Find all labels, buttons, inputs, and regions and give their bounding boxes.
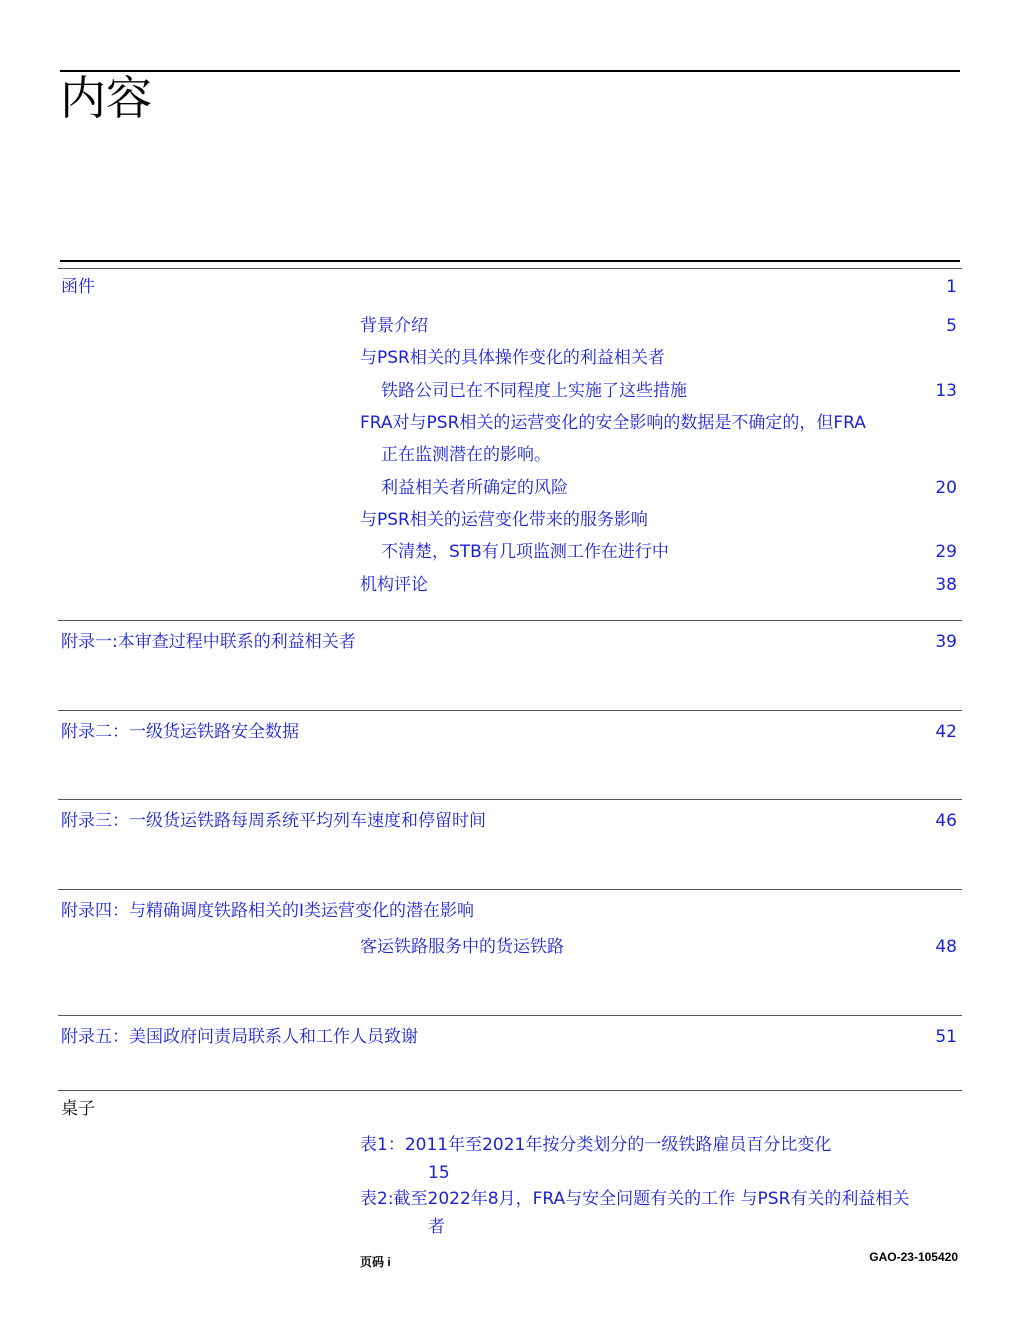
toc-service-line1[interactable]: 与PSR相关的运营变化带来的服务影响 [360,510,648,530]
page-title: 内容 [60,71,152,125]
toc-table-2-line1[interactable]: 表2:截至2022年8月，FRA与安全问题有关的工作 与PSR有关的利益相关 [360,1189,910,1209]
footer-page-number: 页码 i [360,1255,391,1269]
toc-appendix-1[interactable]: 附录一:本审查过程中联系的利益相关者 [61,632,356,652]
toc-rule-thick [60,260,960,262]
toc-table-1-line1[interactable]: 表1：2011年至2021年按分类划分的一级铁路雇员百分比变化 [360,1135,832,1155]
toc-appendix-4-line1[interactable]: 附录四：与精确调度铁路相关的I类运营变化的潜在影响 [61,901,475,921]
toc-appendix-5-page[interactable]: 51 [935,1027,957,1047]
divider [58,620,962,621]
toc-appendix-5[interactable]: 附录五：美国政府问责局联系人和工作人员致谢 [61,1027,418,1047]
toc-stakeholders-line1[interactable]: 与PSR相关的具体操作变化的利益相关者 [360,348,665,368]
toc-fra-line3[interactable]: 利益相关者所确定的风险 [381,478,568,498]
toc-appendix-2-page[interactable]: 42 [935,722,957,742]
toc-fra-line2[interactable]: 正在监测潜在的影响。 [381,445,551,465]
toc-appendix-2[interactable]: 附录二：一级货运铁路安全数据 [61,722,299,742]
toc-appendix-3[interactable]: 附录三：一级货运铁路每周系统平均列车速度和停留时间 [61,811,486,831]
divider [58,710,962,711]
toc-service-line2[interactable]: 不清楚，STB有几项监测工作在进行中 [381,542,669,562]
divider [58,889,962,890]
toc-agency-comments[interactable]: 机构评论 [360,575,428,595]
toc-appendix-1-page[interactable]: 39 [935,632,957,652]
toc-fra-page[interactable]: 20 [935,478,957,498]
toc-appendix-4-line2[interactable]: 客运铁路服务中的货运铁路 [360,937,564,957]
footer-report-id: GAO-23-105420 [869,1250,958,1264]
toc-fra-line1[interactable]: FRA对与PSR相关的运营变化的安全影响的数据是不确定的，但FRA [360,413,866,433]
toc-stakeholders-line2[interactable]: 铁路公司已在不同程度上实施了这些措施 [381,381,687,401]
toc-letter[interactable]: 函件 [61,277,95,297]
top-rule [60,70,960,72]
toc-appendix-4-page[interactable]: 48 [935,937,957,957]
toc-background-page[interactable]: 5 [946,316,957,336]
divider [58,799,962,800]
toc-table-1-page[interactable]: 15 [428,1163,450,1183]
toc-agency-comments-page[interactable]: 38 [935,575,957,595]
tables-heading: 桌子 [61,1099,95,1119]
toc-service-page[interactable]: 29 [935,542,957,562]
toc-table-2-line2[interactable]: 者 [428,1217,445,1237]
toc-letter-page[interactable]: 1 [946,277,957,297]
toc-stakeholders-page[interactable]: 13 [935,381,957,401]
toc-background[interactable]: 背景介绍 [360,316,428,336]
divider [58,1015,962,1016]
toc-rule-thin [58,268,962,269]
divider [58,1090,962,1091]
toc-appendix-3-page[interactable]: 46 [935,811,957,831]
